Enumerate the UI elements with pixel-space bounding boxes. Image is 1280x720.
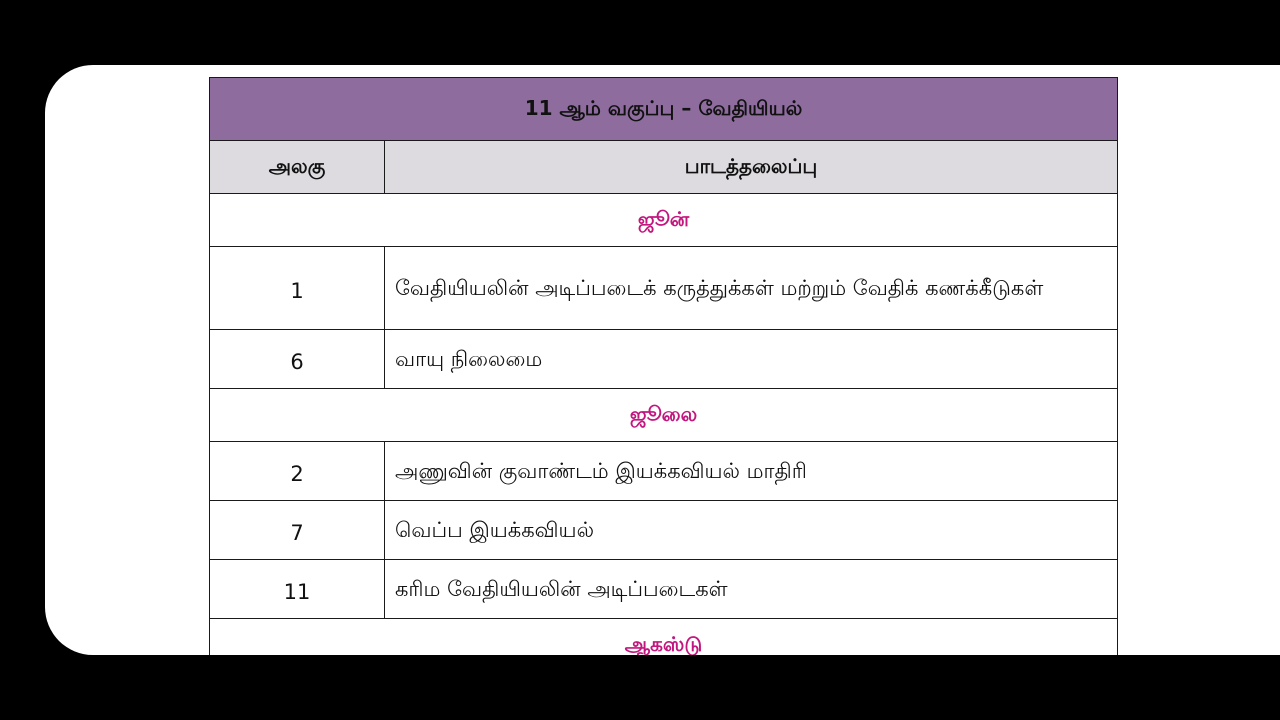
- table-row: [210, 330, 1118, 389]
- table-title-row: [210, 78, 1118, 141]
- table-row: [210, 560, 1118, 619]
- topic-title: வெப்ப இயக்கவியல்: [385, 501, 1118, 560]
- syllabus-table: [209, 77, 1118, 655]
- month-label: ஆகஸ்டு: [210, 619, 1118, 656]
- table-row: [210, 442, 1118, 501]
- table-row: [210, 501, 1118, 560]
- topic-column-header: பாடத்தலைப்பு: [385, 141, 1118, 194]
- topic-title: வேதியியலின் அடிப்படைக் கருத்துக்கள் மற்றும் வேதிக் கணக்கீடுகள்: [385, 247, 1118, 330]
- topic-title: அணுவின் குவாண்டம் இயக்கவியல் மாதிரி: [385, 442, 1118, 501]
- unit-number: 7: [210, 501, 385, 560]
- table-row: [210, 247, 1118, 330]
- unit-number: 2: [210, 442, 385, 501]
- table-title: 11 ஆம் வகுப்பு – வேதியியல்: [210, 78, 1118, 141]
- unit-number: 11: [210, 560, 385, 619]
- unit-column-header: அலகு: [210, 141, 385, 194]
- month-row: [210, 389, 1118, 442]
- slide-card: [45, 65, 1280, 655]
- unit-number: 1: [210, 247, 385, 330]
- month-row: [210, 619, 1118, 656]
- month-row: [210, 194, 1118, 247]
- month-label: ஜூன்: [210, 194, 1118, 247]
- topic-title: வாயு நிலைமை: [385, 330, 1118, 389]
- month-label: ஜூலை: [210, 389, 1118, 442]
- topic-title: கரிம வேதியியலின் அடிப்படைகள்: [385, 560, 1118, 619]
- table-header-row: [210, 141, 1118, 194]
- unit-number: 6: [210, 330, 385, 389]
